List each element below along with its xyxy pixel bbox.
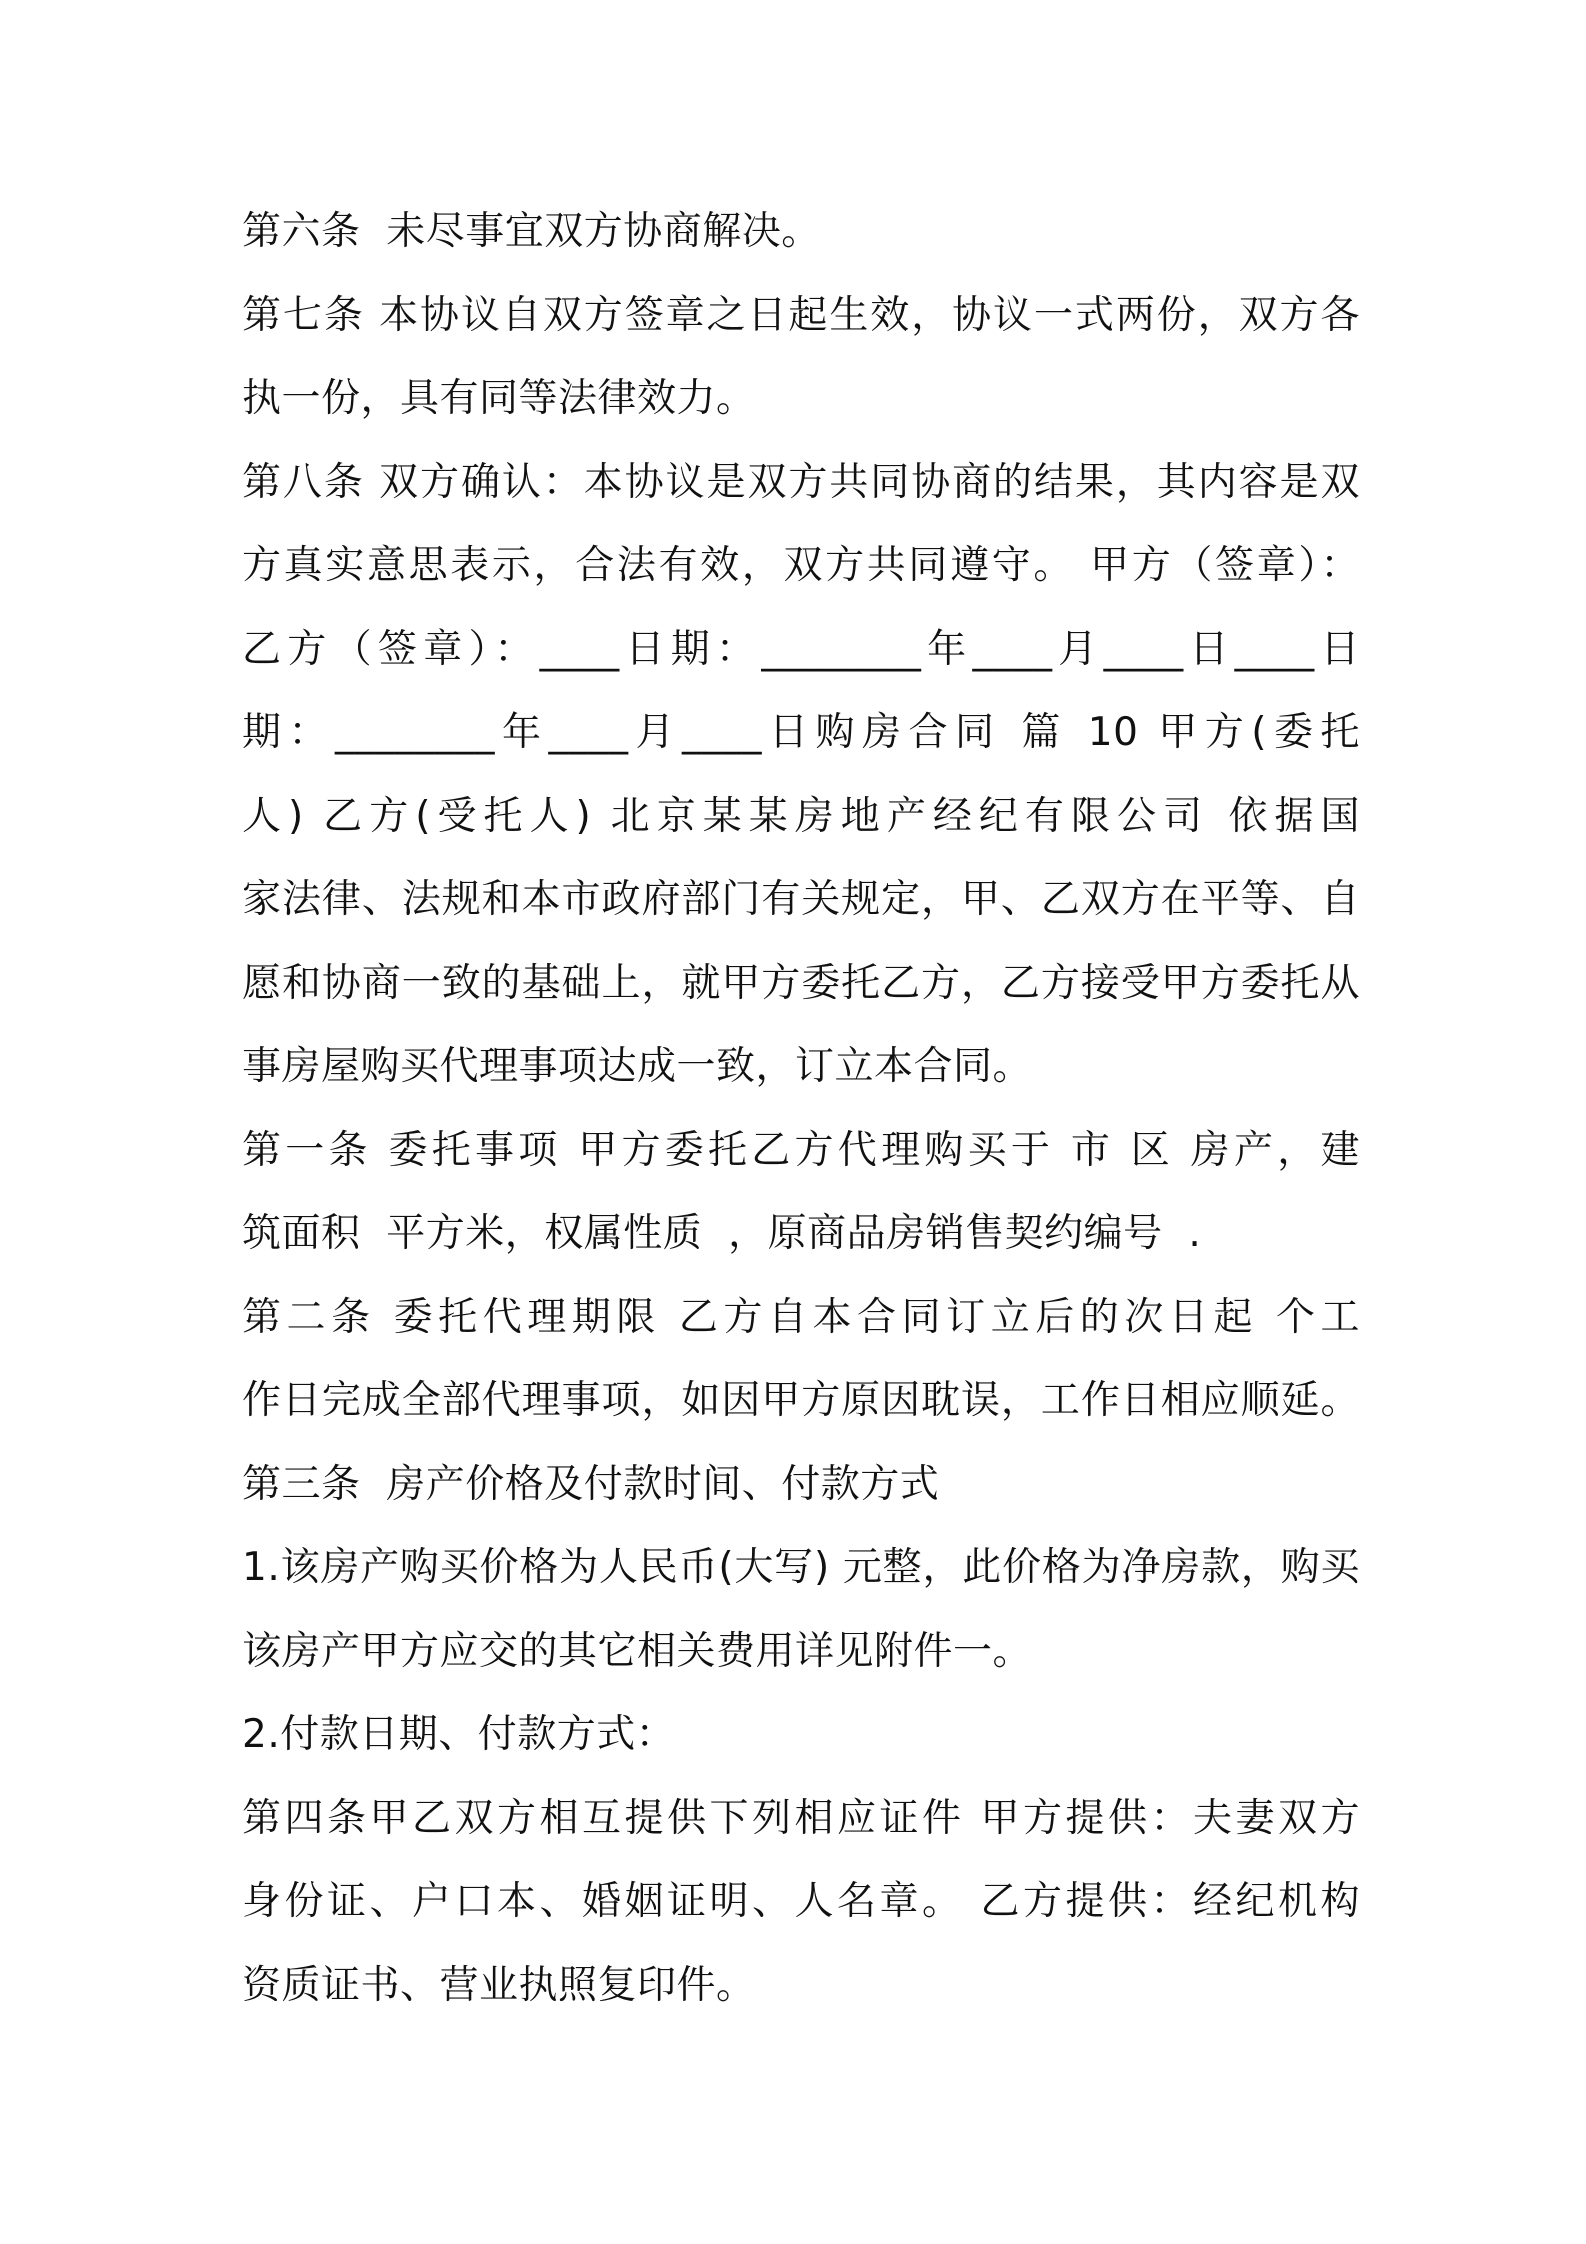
text-line: 该房产甲方应交的其它相关费用详见附件一。 [242,1628,1033,1674]
text-line: 2.付款日期、付款方式： [242,1712,676,1757]
text-line: 第六条 未尽事宜双方协商解决。 [242,209,821,254]
text-line: 事房屋购买代理事项达成一致，订立本合同。 [242,1044,1033,1089]
text-line: 第四条甲乙双方相互提供下列相应证件 甲方提供：夫妻双方 [242,1795,1360,1841]
text-line: 第一条 委托事项 甲方委托乙方代理购买于 市 区 房产，建 [242,1127,1360,1173]
text-line: 期：________年____月____日购房合同 篇 10 甲方(委托 [242,710,1360,755]
text-line: 执一份，具有同等法律效力。 [242,376,756,421]
text-line: 第二条 委托代理期限 乙方自本合同订立后的次日起 个工 [242,1294,1360,1340]
text-line: 第八条 双方确认：本协议是双方共同协商的结果，其内容是双 [242,459,1360,505]
text-line: 第三条 房产价格及付款时间、付款方式 [242,1461,940,1507]
text-line: 作日完成全部代理事项，如因甲方原因耽误，工作日相应顺延。 [242,1378,1360,1423]
text-line: 家法律、法规和本市政府部门有关规定，甲、乙双方在平等、自 [242,877,1360,922]
document-body [242,190,1360,2027]
text-line: 第七条 本协议自双方签章之日起生效，协议一式两份，双方各 [242,292,1360,338]
text-line: 资质证书、营业执照复印件。 [242,1962,756,2008]
text-line: 愿和协商一致的基础上，就甲方委托乙方，乙方接受甲方委托从 [242,960,1360,1006]
text-line: 乙方（签章）：____日期：________年____月____日____日 [242,626,1360,672]
text-line: 方真实意思表示，合法有效，双方共同遵守。 甲方（签章）： [242,543,1360,588]
text-line: 身份证、户口本、婚姻证明、人名章。 乙方提供：经纪机构 [242,1879,1360,1924]
text-line: 1.该房产购买价格为人民币(大写) 元整，此价格为净房款，购买 [242,1545,1360,1590]
text-line: 筑面积 平方米，权属性质 ，原商品房销售契约编号 . [242,1211,1202,1256]
text-line: 人) 乙方(受托人) 北京某某房地产经纪有限公司 依据国 [242,793,1360,839]
